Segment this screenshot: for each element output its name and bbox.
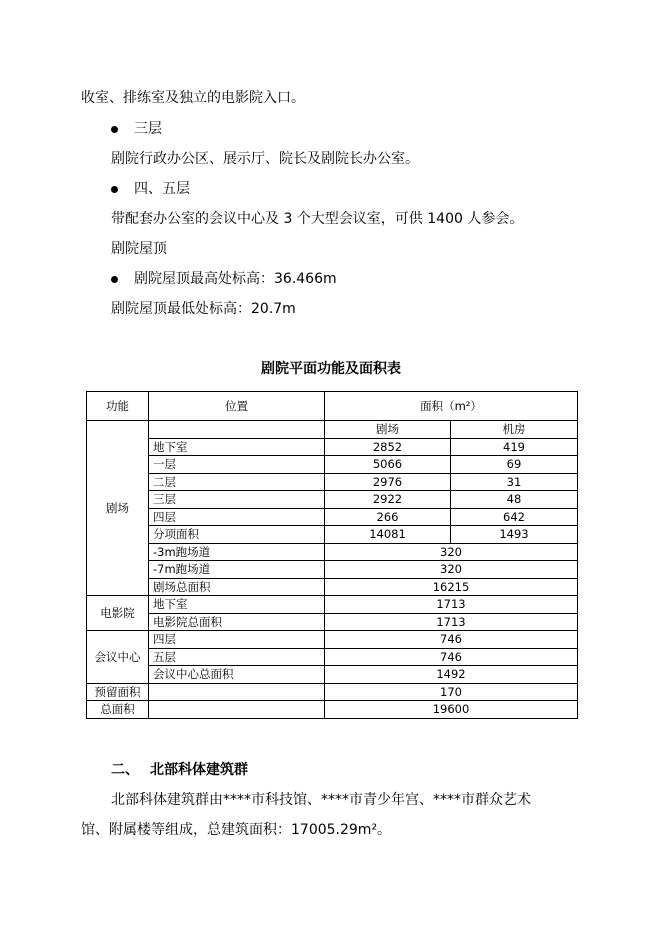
area-table — [86, 391, 578, 719]
table-row: 地下室 2852 419 — [87, 438, 578, 456]
paragraph-third-floor: 剧院行政办公区、展示厅、院长及剧院长办公室。 — [111, 151, 419, 167]
paragraph-continuation: 收室、排练室及独立的电影院入口。 — [81, 90, 305, 106]
table-row: 三层 2922 48 — [87, 491, 578, 509]
table-row: 电影院总面积 1713 — [87, 613, 578, 631]
bullet-roof-highest: 剧院屋顶最高处标高：36.466m — [134, 271, 337, 287]
group-conference: 会议中心 — [87, 631, 149, 684]
paragraph-roof: 剧院屋顶 — [111, 241, 167, 257]
table-row — [87, 701, 578, 719]
group-theater: 剧场 — [87, 421, 149, 596]
paragraph-conference: 带配套办公室的会议中心及 3 个大型会议室，可供 1400 人参会。 — [111, 211, 524, 227]
table-row: 四层 266 642 — [87, 508, 578, 526]
header-area: 面积（m²） — [325, 392, 578, 421]
header-function: 功能 — [87, 392, 149, 421]
table-title: 剧院平面功能及面积表 — [261, 361, 401, 377]
reserved-area-value: 170 — [325, 683, 578, 701]
table-row: 会议中心总面积 1492 — [87, 666, 578, 684]
paragraph-roof-lowest: 剧院屋顶最低处标高：20.7m — [111, 301, 296, 317]
table-row: 电影院 地下室 1713 — [87, 596, 578, 614]
table-row: 五层 746 — [87, 648, 578, 666]
bullet-icon — [111, 276, 118, 283]
bullet-icon — [111, 186, 118, 193]
group-cinema: 电影院 — [87, 596, 149, 631]
total-area-value: 19600 — [325, 701, 578, 719]
section-body-line-2: 馆、附属楼等组成，总建筑面积：17005.29m²。 — [81, 822, 392, 838]
table-subheader-row — [87, 421, 578, 439]
group-total: 总面积 — [87, 701, 149, 719]
bullet-third-floor: 三层 — [134, 121, 162, 137]
table-row: 剧场总面积 16215 — [87, 578, 578, 596]
table-row — [87, 683, 578, 701]
table-row: 会议中心 四层 746 — [87, 631, 578, 649]
bullet-fourth-fifth-floor: 四、五层 — [134, 181, 190, 197]
subheader-theater: 剧场 — [325, 421, 451, 439]
table-header-row — [87, 392, 578, 421]
table-row: -3m跑场道 320 — [87, 543, 578, 561]
header-position: 位置 — [149, 392, 325, 421]
table-row: 分项面积 14081 1493 — [87, 526, 578, 544]
table-row: 二层 2976 31 — [87, 473, 578, 491]
bullet-icon — [111, 126, 118, 133]
table-row: 一层 5066 69 — [87, 456, 578, 474]
section-body-line-1: 北部科体建筑群由****市科技馆、****市青少年宫、****市群众艺术 — [111, 792, 531, 808]
section-title: 北部科体建筑群 — [150, 762, 248, 778]
group-reserved: 预留面积 — [87, 683, 149, 701]
table-row: -7m跑场道 320 — [87, 561, 578, 579]
section-number: 二、 — [111, 762, 139, 778]
subheader-machine: 机房 — [451, 421, 578, 439]
